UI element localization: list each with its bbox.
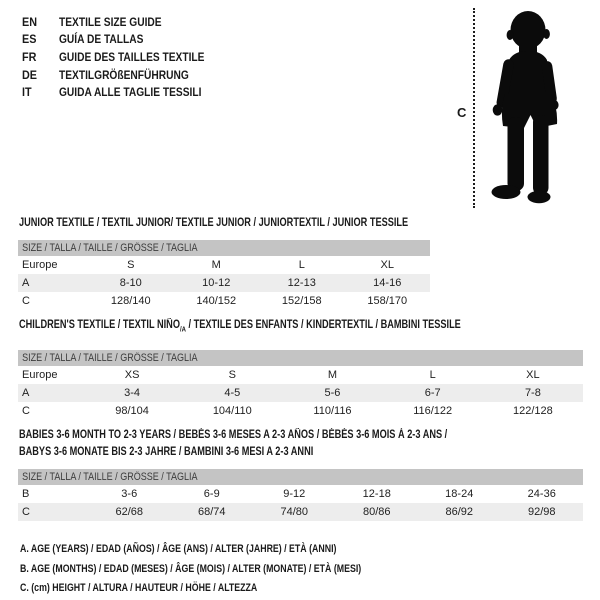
table-body (18, 366, 583, 420)
children-table-title (19, 317, 461, 338)
guide-title: GUIDA ALLE TAGLIE TESSILI (59, 85, 202, 100)
list-item (22, 83, 230, 101)
cell-value: 12-18 (362, 488, 391, 500)
cell-value: L (429, 369, 436, 381)
children-size-table (18, 350, 583, 420)
junior-size-table (18, 240, 430, 310)
baby-silhouette-icon (481, 7, 573, 209)
cell-value: 3-4 (124, 387, 141, 399)
table-body (18, 485, 583, 521)
title-line-1: BABIES 3-6 MONTH TO 2-3 YEARS / BEBÉS 3-6 MESES A 2-3 AÑOS / BÉBÉS 3-6 MOIS À 2-3 ANS / (19, 429, 448, 441)
cell-value: XS (124, 369, 140, 381)
language-code: IT (22, 85, 32, 100)
cell-value: 18-24 (445, 488, 474, 500)
table-row (18, 366, 583, 384)
height-measure-label: C (457, 105, 467, 120)
cell-value: 92/98 (527, 506, 556, 518)
title-subscript: /A (179, 324, 186, 334)
language-code: DE (22, 67, 38, 82)
babies-size-table (18, 469, 583, 521)
guide-title: TEXTILGRÖßENFÜHRUNG (59, 67, 189, 82)
cell-value: S (228, 369, 236, 381)
cell-value: 140/152 (196, 295, 237, 307)
table-body (18, 256, 430, 310)
cell-value: 128/140 (110, 295, 151, 307)
cell-value: M (211, 259, 221, 271)
list-item (22, 13, 230, 31)
table-row (18, 384, 583, 402)
size-header-bar (18, 240, 430, 256)
cell-value: 7-8 (524, 387, 541, 399)
size-header-label: SIZE / TALLA / TAILLE / GRÖSSE / TAGLIA (22, 242, 198, 254)
list-item (22, 66, 230, 84)
row-label: Europe (22, 259, 58, 271)
cell-value: 24-36 (527, 488, 556, 500)
row-label: A (22, 387, 30, 399)
height-measure-dashed-line (473, 8, 475, 208)
language-code: EN (22, 14, 38, 29)
cell-value: 122/128 (513, 405, 553, 417)
footnote-list (20, 539, 447, 598)
row-label: A (22, 277, 30, 289)
cell-value: 80/86 (362, 506, 391, 518)
cell-value: 62/68 (115, 506, 144, 518)
cell-value: S (127, 259, 135, 271)
cell-value: 8-10 (119, 277, 142, 289)
cell-value: 10-12 (202, 277, 231, 289)
guide-title: GUÍA DE TALLAS (59, 32, 144, 47)
table-row (18, 274, 430, 292)
footnote-height-cm: C. (cm) HEIGHT / ALTURA / HAUTEUR / HÖHE / ALTEZZA (20, 582, 258, 595)
table-row (18, 503, 583, 521)
cell-value: 86/92 (445, 506, 474, 518)
junior-table-title: JUNIOR TEXTILE / TEXTIL JUNIOR/ TEXTILE JUNIOR / JUNIORTEXTIL / JUNIOR TESSILE (19, 217, 409, 229)
size-header-label: SIZE / TALLA / TAILLE / GRÖSSE / TAGLIA (22, 471, 198, 483)
table-row (18, 485, 583, 503)
cell-value: M (327, 369, 338, 381)
row-label: C (22, 506, 30, 518)
list-item (22, 48, 230, 66)
cell-value: 104/110 (212, 405, 252, 417)
cell-value: 74/80 (280, 506, 309, 518)
table-row (18, 402, 583, 420)
cell-value: 3-6 (121, 488, 138, 500)
cell-value: 98/104 (115, 405, 149, 417)
guide-title: GUIDE DES TAILLES TEXTILE (59, 49, 205, 64)
cell-value: 6-7 (424, 387, 441, 399)
row-label: Europe (22, 369, 58, 381)
cell-value: 12-13 (287, 277, 316, 289)
row-label: C (22, 295, 30, 307)
title-line-2: BABYS 3-6 MONATE BIS 2-3 JAHRE / BAMBINI 3-6 MESI A 2-3 ANNI (19, 445, 314, 458)
cell-value: 158/170 (367, 295, 408, 307)
cell-value: XL (380, 259, 394, 271)
language-code: ES (22, 32, 37, 47)
cell-value: 5-6 (324, 387, 341, 399)
cell-value: L (298, 259, 305, 271)
row-label: C (22, 405, 30, 417)
cell-value: 14-16 (373, 277, 402, 289)
size-header-bar (18, 469, 583, 485)
table-row (18, 256, 430, 274)
cell-value: 116/122 (413, 405, 453, 417)
cell-value: 9-12 (283, 488, 306, 500)
title-text: / TEXTILE DES ENFANTS / KINDERTEXTIL / BAMBINI TESSILE (185, 319, 461, 331)
footnote-age-months: B. AGE (MONTHS) / EDAD (MESES) / ÂGE (MOIS) / ALTER (MONATE) / ETÀ (MESI) (20, 562, 362, 575)
title-text: CHILDREN'S TEXTILE / TEXTIL NIÑO (19, 319, 180, 331)
footnote-age-years: A. AGE (YEARS) / EDAD (AÑOS) / ÂGE (ANS) / ALTER (JAHRE) / ETÀ (ANNI) (20, 542, 337, 555)
guide-title: TEXTILE SIZE GUIDE (59, 14, 162, 29)
cell-value: 68/74 (197, 506, 226, 518)
list-item (22, 31, 230, 49)
cell-value: 110/116 (313, 405, 352, 417)
table-row (18, 292, 430, 310)
cell-value: XL (526, 369, 540, 381)
cell-value: 4-5 (224, 387, 241, 399)
row-label: B (22, 488, 30, 500)
cell-value: 152/158 (281, 295, 322, 307)
language-title-list (22, 13, 230, 101)
size-header-label: SIZE / TALLA / TAILLE / GRÖSSE / TAGLIA (22, 352, 198, 364)
language-code: FR (22, 49, 37, 64)
cell-value: 6-9 (203, 488, 220, 500)
babies-table-title (19, 427, 447, 460)
size-header-bar (18, 350, 583, 366)
